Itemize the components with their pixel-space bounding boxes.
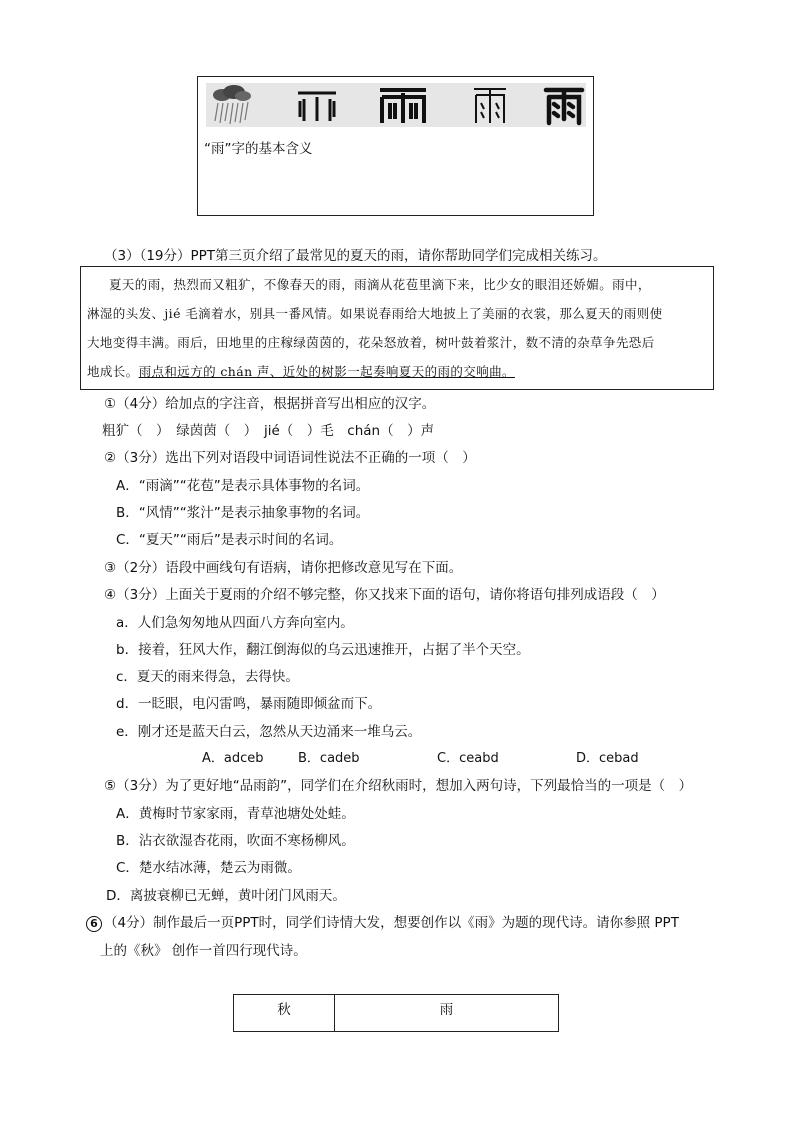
subquestion-4-stem: ④（3分）上面关于夏雨的介绍不够完整，你又找来下面的语句，请你将语句排列成语段（ ） [104,587,665,603]
subquestion-6-line-2: 上的《秋》 创作一首四行现代诗。 [100,943,307,959]
subquestion-4-option-c: C．ceabd [437,751,499,766]
passage-line-1: 夏天的雨，热烈而又粗犷，不像春天的雨，雨滴从花苞里滴下来，比少女的眼泪还娇媚。雨中， [109,277,651,292]
question-3-intro: （3）（19分）PPT第三页介绍了最常见的夏天的雨，请你帮助同学们完成相关练习。 [104,248,607,264]
subquestion-2-option-b: B．“风情”“浆汁”是表示抽象事物的名词。 [116,505,370,521]
underlined-sentence: 雨点和远方的 chán 声、近处的树影一起奏响夏天的雨的交响曲。 [138,364,515,379]
subquestion-5-option-d: D．离披衰柳已无蝉，黄叶闭门风雨天。 [106,888,346,904]
passage-line-4 [87,362,515,380]
subquestion-4-sentence-b: b．接着，狂风大作，翻江倒海似的乌云迅速推开，占据了半个天空。 [116,642,530,658]
bronze-script-rain-glyph [376,83,430,127]
passage-line-3: 大地变得丰满。雨后，田地里的庄稼绿茵茵的，花朵怒放着，树叶鼓着浆汁，数不清的杂草争先恐后 [87,335,655,350]
rain-cloud-icon [210,83,252,127]
subquestion-4-option-a: A．adceb [202,751,264,766]
table-header-rain: 雨 [439,1002,454,1018]
subquestion-5-option-a: A．黄梅时节家家雨，青草池塘处处蛙。 [116,806,355,822]
subquestion-1-stem: ①（4分）给加点的字注音，根据拼音写出相应的汉字。 [104,396,436,412]
summer-rain-passage [80,266,714,390]
subquestion-1-items: 粗犷（ ） 绿茵茵（ ） jié（ ）毛 chán（ ）声 [102,423,435,439]
rain-character-evolution-box [197,76,594,216]
table-header-autumn: 秋 [234,995,335,1031]
subquestion-5-stem: ⑤（3分）为了更好地“品雨韵”，同学们在介绍秋雨时，想加入两句诗，下列最恰当的一项是（ ） [104,778,693,794]
subquestion-2-stem: ②（3分）选出下列对语段中词语词性说法不正确的一项（ ） [104,450,476,466]
subquestion-6-text-1: （4分）制作最后一页PPT时，同学们诗情大发，想要创作以《雨》为题的现代诗。请你参照 PPT [104,915,679,931]
subquestion-2-option-a: A．“雨滴”“花苞”是表示具体事物的名词。 [116,478,370,494]
subquestion-5-option-c: C．楚水结冰薄，楚云为雨微。 [116,860,301,876]
subquestion-6-line-1 [86,911,679,932]
subquestion-4-sentence-c: c．夏天的雨来得急，去得快。 [116,669,299,685]
subquestion-4-sentence-e: e．刚才还是蓝天白云，忽然从天边涌来一堆乌云。 [116,724,422,740]
passage-line-4-plain: 地成长。 [87,364,139,379]
seal-script-rain-glyph [470,83,510,127]
subquestion-4-option-b: B．cadeb [298,751,360,766]
regular-script-rain-glyph [542,83,586,127]
oracle-bone-rain-glyph [294,83,340,127]
evolution-caption: “雨”字的基本含义 [204,141,313,157]
subquestion-4-option-d: D．cebad [576,751,639,766]
poem-comparison-table [233,994,559,1032]
character-evolution-strip [206,83,586,127]
subquestion-4-sentence-a: a．人们急匆匆地从四面八方奔向室内。 [116,615,354,631]
question-number-6: 6 [86,916,102,932]
passage-line-2: 淋湿的头发、jié 毛滴着水，别具一番风情。如果说春雨给大地披上了美丽的衣裳，那么夏天的雨则使 [87,306,663,321]
subquestion-5-option-b: B．沾衣欲湿杏花雨，吹面不寒杨柳风。 [116,833,355,849]
subquestion-3-stem: ③（2分）语段中画线句有语病，请你把修改意见写在下面。 [104,560,463,576]
subquestion-4-sentence-d: d．一眨眼，电闪雷鸣，暴雨随即倾盆而下。 [116,696,382,712]
subquestion-2-option-c: C．“夏天”“雨后”是表示时间的名词。 [116,532,343,548]
